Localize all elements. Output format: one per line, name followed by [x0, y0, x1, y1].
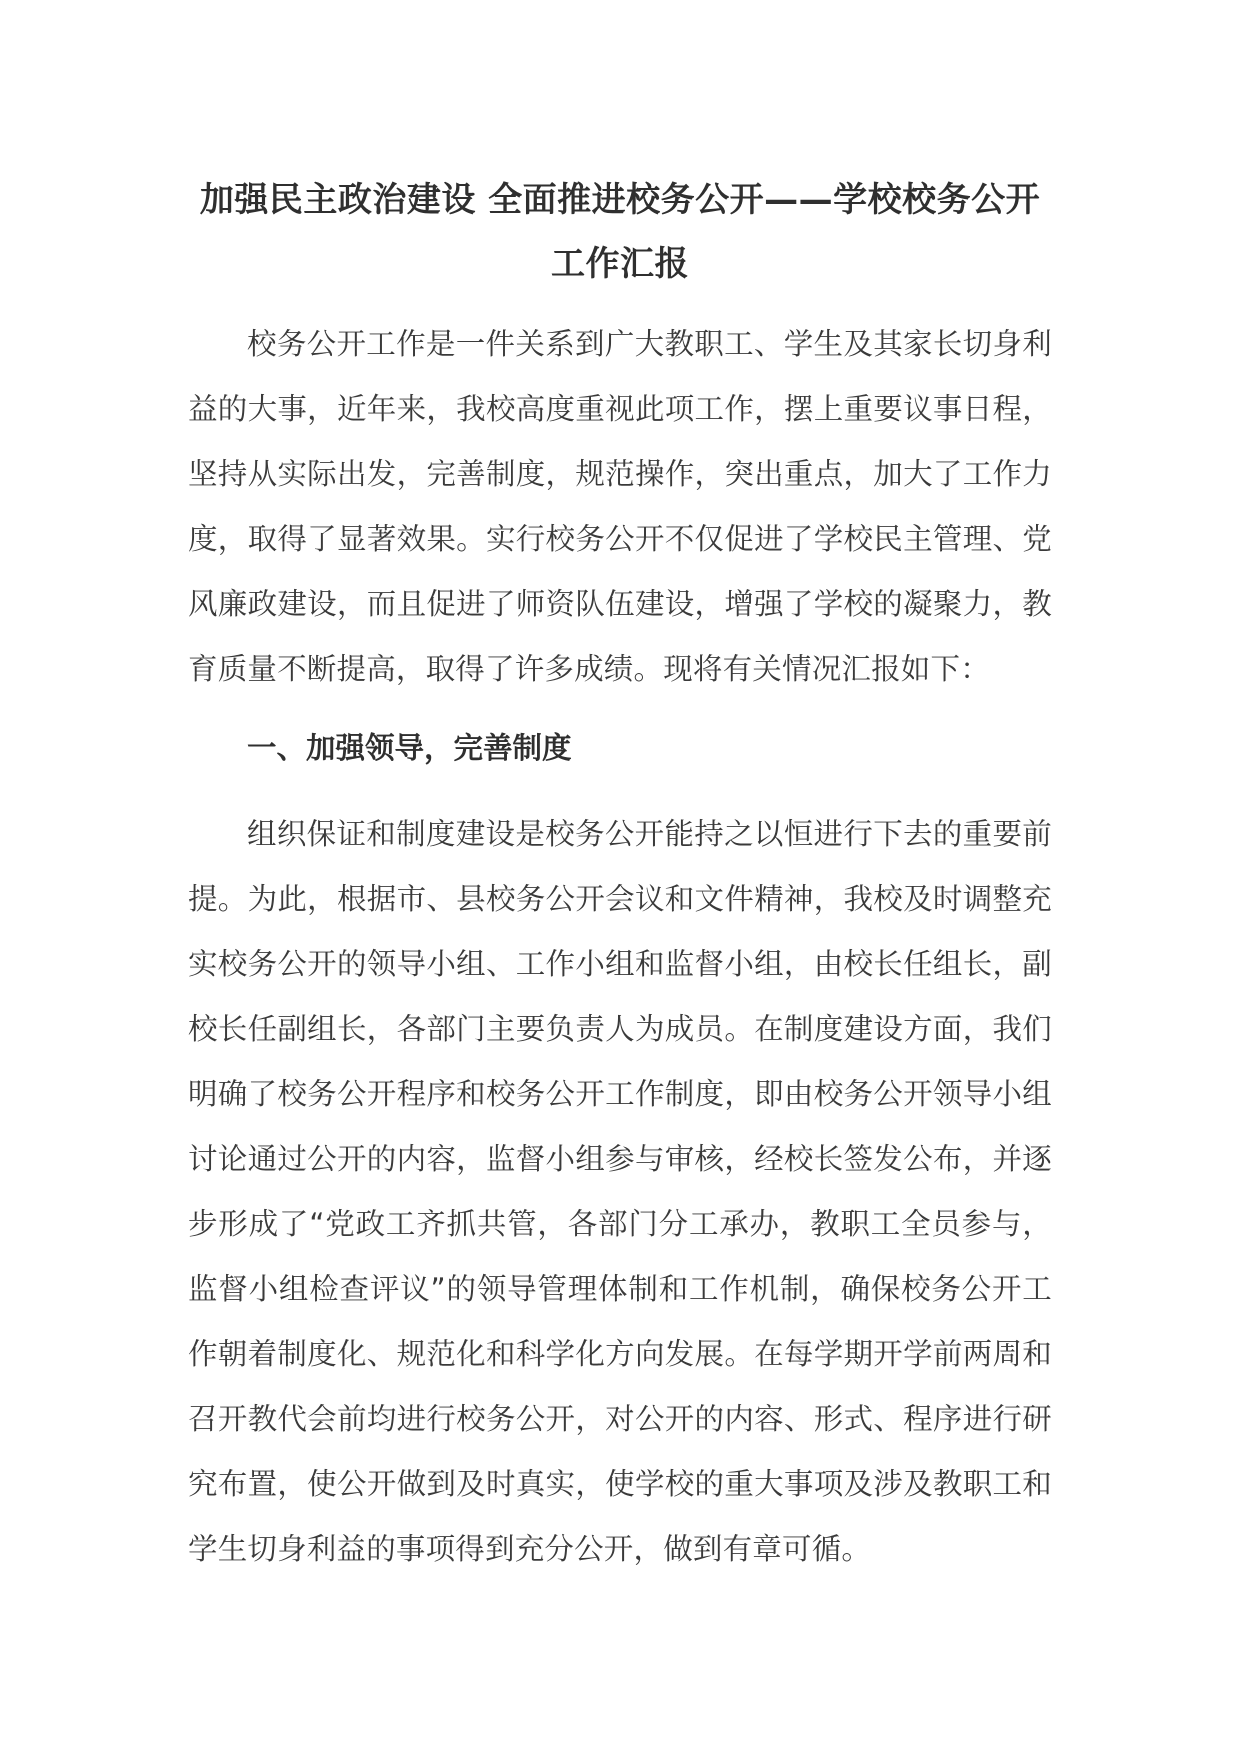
section-paragraph: 组织保证和制度建设是校务公开能持之以恒进行下去的重要前提。为此，根据市、县校务公开会议和文件精神，我校及时调整充实校务公开的领导小组、工作小组和监督小组，由校长任组长，副校长任副组长，各部门主要负责人为成员。在制度建设方面，我们明确了校务公开程序和校务公开工作制度，即由校务公开领导小组讨论通过公开的内容，监督小组参与审核，经校长签发公布，并逐步形成了“党政工齐抓共管，各部门分工承办，教职工全员参与，监督小组检查评议”的领导管理体制和工作机制，确保校务公开工作朝着制度化、规范化和科学化方向发展。在每学期开学前两周和召开教代会前均进行校务公开，对公开的内容、形式、程序进行研究布置，使公开做到及时真实，使学校的重大事项及涉及教职工和学生切身利益的事项得到充分公开，做到有章可循。 [188, 817, 1052, 1566]
document-title: 加强民主政治建设 全面推进校务公开——学校校务公开工作汇报 [199, 180, 1041, 284]
section-heading: 一、加强领导，完善制度 [247, 731, 572, 765]
intro-paragraph: 校务公开工作是一件关系到广大教职工、学生及其家长切身利益的大事，近年来，我校高度重视此项工作，摆上重要议事日程，坚持从实际出发，完善制度，规范操作，突出重点，加大了工作力度，取得了显著效果。实行校务公开不仅促进了学校民主管理、党风廉政建设，而且促进了师资队伍建设，增强了学校的凝聚力，教育质量不断提高，取得了许多成绩。现将有关情况汇报如下： [188, 327, 1052, 686]
